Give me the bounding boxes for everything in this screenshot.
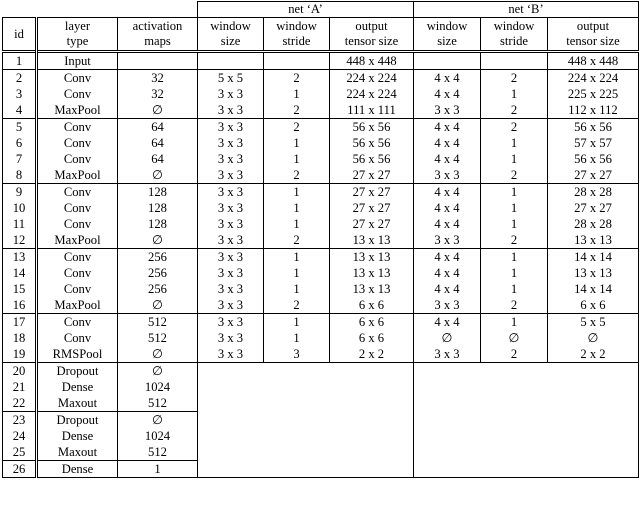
col-activation-maps-header: activation maps	[118, 18, 198, 52]
cell-b-window-stride: 2	[481, 102, 548, 119]
cell-a-output: 6 x 6	[330, 297, 414, 314]
cell-b-output: 14 x 14	[548, 249, 639, 266]
cell-id: 13	[3, 249, 37, 266]
cell-activation-maps: 64	[118, 135, 198, 151]
table-row	[3, 428, 639, 444]
table-row	[3, 379, 639, 395]
cell-b-output: 2 x 2	[548, 346, 639, 363]
cell-layer-type: Dropout	[37, 412, 118, 429]
cell-activation-maps: 512	[118, 314, 198, 331]
cell-a-window-size: 3 x 3	[198, 184, 264, 201]
cell-a-window-size: 3 x 3	[198, 297, 264, 314]
cell-layer-type: Conv	[37, 249, 118, 266]
cell-a-window-size: 3 x 3	[198, 216, 264, 232]
cell-id: 2	[3, 70, 37, 87]
cell-a-window-size: 3 x 3	[198, 102, 264, 119]
cell-layer-type: Conv	[37, 314, 118, 331]
cell-id: 11	[3, 216, 37, 232]
col-layer-type-header: layer type	[37, 18, 118, 52]
cell-layer-type: Input	[37, 52, 118, 70]
cell-b-window-size: 4 x 4	[414, 265, 481, 281]
cell-id: 25	[3, 444, 37, 461]
cell-a-window-size: 3 x 3	[198, 330, 264, 346]
cell-activation-maps: 128	[118, 216, 198, 232]
cell-layer-type: Conv	[37, 70, 118, 87]
cell-id: 16	[3, 297, 37, 314]
cell-a-window-size: 3 x 3	[198, 249, 264, 266]
table-row	[3, 395, 639, 412]
cell-layer-type: Dense	[37, 379, 118, 395]
table-row	[3, 265, 639, 281]
table-row	[3, 151, 639, 167]
cell-b-window-size: 3 x 3	[414, 102, 481, 119]
cell-b-window-size: 4 x 4	[414, 216, 481, 232]
col-id-header: id	[3, 18, 37, 52]
cell-b-output: 56 x 56	[548, 151, 639, 167]
cell-id: 23	[3, 412, 37, 429]
cell-b-output: 6 x 6	[548, 297, 639, 314]
cell-a-window-stride: 2	[264, 119, 330, 136]
cell-b-window-size: 4 x 4	[414, 119, 481, 136]
cell-b-output: 28 x 28	[548, 216, 639, 232]
cell-b-window-size: 4 x 4	[414, 249, 481, 266]
cell-activation-maps: 128	[118, 184, 198, 201]
cell-layer-type: Conv	[37, 135, 118, 151]
cell-b-output: 224 x 224	[548, 70, 639, 87]
cell-layer-type: Dropout	[37, 363, 118, 380]
cell-a-output: 13 x 13	[330, 281, 414, 297]
cell-activation-maps: ∅	[118, 167, 198, 184]
cell-b-window-stride: 1	[481, 314, 548, 331]
cell-a-output: 448 x 448	[330, 52, 414, 70]
cell-a-window-size: 3 x 3	[198, 281, 264, 297]
cell-activation-maps: ∅	[118, 297, 198, 314]
cell-a-window-size: 5 x 5	[198, 70, 264, 87]
cell-b-output: 225 x 225	[548, 86, 639, 102]
cell-a-output: 13 x 13	[330, 249, 414, 266]
cell-b-window-stride: 1	[481, 249, 548, 266]
table-row	[3, 412, 639, 429]
cell-a-window-stride: 1	[264, 330, 330, 346]
cell-activation-maps: 32	[118, 70, 198, 87]
cell-id: 14	[3, 265, 37, 281]
cell-id: 19	[3, 346, 37, 363]
cell-activation-maps: ∅	[118, 102, 198, 119]
cell-b-output: 5 x 5	[548, 314, 639, 331]
table-row	[3, 363, 639, 380]
cell-b-window-stride: 1	[481, 200, 548, 216]
cell-b-output: 56 x 56	[548, 119, 639, 136]
table-row	[3, 119, 639, 136]
cell-a-window-stride: 2	[264, 167, 330, 184]
cell-b-output: 13 x 13	[548, 232, 639, 249]
net-header-row	[3, 2, 639, 18]
table-row	[3, 135, 639, 151]
cell-b-window-size: 3 x 3	[414, 232, 481, 249]
cell-activation-maps: 512	[118, 395, 198, 412]
cell-a-window-size: 3 x 3	[198, 86, 264, 102]
cell-layer-type: Maxout	[37, 395, 118, 412]
cell-a-window-stride: 1	[264, 314, 330, 331]
cell-layer-type: MaxPool	[37, 102, 118, 119]
cell-b-window-size: 3 x 3	[414, 167, 481, 184]
cell-layer-type: Conv	[37, 216, 118, 232]
table-row	[3, 86, 639, 102]
cell-layer-type: Maxout	[37, 444, 118, 461]
column-header-row	[3, 18, 639, 52]
cell-a-output: 27 x 27	[330, 167, 414, 184]
table-body	[3, 52, 639, 478]
net-b-header: net ‘B’	[414, 2, 639, 18]
cell-a-output: 224 x 224	[330, 86, 414, 102]
cell-a-window-size: 3 x 3	[198, 200, 264, 216]
cell-a-window-stride: 1	[264, 265, 330, 281]
cell-a-window-stride: 1	[264, 184, 330, 201]
cell-b-window-stride: 1	[481, 265, 548, 281]
cell-layer-type: RMSPool	[37, 346, 118, 363]
cell-layer-type: Dense	[37, 428, 118, 444]
col-b-output-header: output tensor size	[548, 18, 639, 52]
cell-b-window-stride	[481, 52, 548, 70]
cell-a-window-stride: 1	[264, 249, 330, 266]
col-b-window-size-header: window size	[414, 18, 481, 52]
cell-id: 26	[3, 461, 37, 478]
cell-b-output: 57 x 57	[548, 135, 639, 151]
cell-a-output: 56 x 56	[330, 151, 414, 167]
cell-a-window-stride: 1	[264, 216, 330, 232]
cell-activation-maps: ∅	[118, 363, 198, 380]
cell-id: 1	[3, 52, 37, 70]
cell-layer-type: Conv	[37, 184, 118, 201]
cell-id: 3	[3, 86, 37, 102]
cell-b-output: 14 x 14	[548, 281, 639, 297]
table-row	[3, 444, 639, 461]
cell-a-window-size: 3 x 3	[198, 167, 264, 184]
cell-a-output: 13 x 13	[330, 265, 414, 281]
cell-activation-maps: 64	[118, 151, 198, 167]
cell-id: 7	[3, 151, 37, 167]
cell-id: 9	[3, 184, 37, 201]
col-a-window-stride-header: window stride	[264, 18, 330, 52]
cell-layer-type: Conv	[37, 281, 118, 297]
cell-b-output: 27 x 27	[548, 200, 639, 216]
cell-b-window-size: 4 x 4	[414, 151, 481, 167]
cell-layer-type: Dense	[37, 461, 118, 478]
cell-id: 4	[3, 102, 37, 119]
table-row	[3, 102, 639, 119]
cell-a-window-stride: 1	[264, 151, 330, 167]
cell-id: 22	[3, 395, 37, 412]
cell-b-window-size: 4 x 4	[414, 70, 481, 87]
cell-a-output: 6 x 6	[330, 330, 414, 346]
cell-a-output: 6 x 6	[330, 314, 414, 331]
cell-activation-maps: 256	[118, 265, 198, 281]
cell-b-window-stride: ∅	[481, 330, 548, 346]
cell-a-window-size: 3 x 3	[198, 232, 264, 249]
cell-id: 15	[3, 281, 37, 297]
table-row	[3, 461, 639, 478]
cell-id: 24	[3, 428, 37, 444]
table-row	[3, 52, 639, 70]
cell-b-output: ∅	[548, 330, 639, 346]
cell-b-window-stride: 1	[481, 184, 548, 201]
cell-id: 21	[3, 379, 37, 395]
cell-b-window-size	[414, 52, 481, 70]
cell-id: 6	[3, 135, 37, 151]
cell-layer-type: Conv	[37, 200, 118, 216]
cell-b-window-size: 4 x 4	[414, 86, 481, 102]
cell-id: 18	[3, 330, 37, 346]
table-row	[3, 249, 639, 266]
cell-a-window-stride: 3	[264, 346, 330, 363]
table-row	[3, 216, 639, 232]
cell-activation-maps: ∅	[118, 346, 198, 363]
cell-b-output: 448 x 448	[548, 52, 639, 70]
cell-id: 17	[3, 314, 37, 331]
cell-a-window-size: 3 x 3	[198, 265, 264, 281]
cell-activation-maps: ∅	[118, 412, 198, 429]
cell-b-window-size: 3 x 3	[414, 297, 481, 314]
cell-a-window-size	[198, 52, 264, 70]
cell-id: 5	[3, 119, 37, 136]
net-a-header: net ‘A’	[198, 2, 414, 18]
cell-id: 8	[3, 167, 37, 184]
cell-activation-maps: ∅	[118, 232, 198, 249]
table-row	[3, 70, 639, 87]
cell-b-window-size: 3 x 3	[414, 346, 481, 363]
cell-a-window-size: 3 x 3	[198, 151, 264, 167]
cell-b-window-stride: 1	[481, 151, 548, 167]
cell-b-window-size: 4 x 4	[414, 184, 481, 201]
cell-b-window-stride: 2	[481, 232, 548, 249]
cell-b-window-size: ∅	[414, 330, 481, 346]
cell-layer-type: Conv	[37, 119, 118, 136]
cell-a-window-size: 3 x 3	[198, 346, 264, 363]
col-a-output-header: output tensor size	[330, 18, 414, 52]
cell-a-output: 224 x 224	[330, 70, 414, 87]
cell-a-window-stride: 2	[264, 232, 330, 249]
cell-a-window-stride: 2	[264, 297, 330, 314]
cell-a-output: 111 x 111	[330, 102, 414, 119]
cell-id: 10	[3, 200, 37, 216]
cell-a-output: 27 x 27	[330, 200, 414, 216]
cell-b-window-stride: 1	[481, 86, 548, 102]
cell-b-output: 28 x 28	[548, 184, 639, 201]
cell-b-window-stride: 2	[481, 297, 548, 314]
cell-b-window-stride: 2	[481, 346, 548, 363]
cell-layer-type: MaxPool	[37, 232, 118, 249]
cell-layer-type: Conv	[37, 86, 118, 102]
cell-b-output: 27 x 27	[548, 167, 639, 184]
cell-a-window-stride: 2	[264, 70, 330, 87]
cell-layer-type: Conv	[37, 151, 118, 167]
cell-b-window-stride: 1	[481, 135, 548, 151]
table-row	[3, 232, 639, 249]
cell-a-window-size: 3 x 3	[198, 135, 264, 151]
cell-activation-maps	[118, 52, 198, 70]
table-row	[3, 281, 639, 297]
cell-a-window-stride: 1	[264, 135, 330, 151]
table-row	[3, 330, 639, 346]
cell-b-window-size: 4 x 4	[414, 135, 481, 151]
cell-a-output: 13 x 13	[330, 232, 414, 249]
cell-a-window-size: 3 x 3	[198, 314, 264, 331]
cell-a-window-stride: 1	[264, 281, 330, 297]
table-row	[3, 297, 639, 314]
col-a-window-size-header: window size	[198, 18, 264, 52]
cell-layer-type: MaxPool	[37, 297, 118, 314]
cell-b-output: 13 x 13	[548, 265, 639, 281]
cell-id: 20	[3, 363, 37, 380]
cell-a-output: 56 x 56	[330, 119, 414, 136]
cell-a-window-stride: 1	[264, 200, 330, 216]
col-b-window-stride-header: window stride	[481, 18, 548, 52]
cell-a-output: 56 x 56	[330, 135, 414, 151]
cell-activation-maps: 512	[118, 444, 198, 461]
cell-b-output: 112 x 112	[548, 102, 639, 119]
cell-activation-maps: 256	[118, 281, 198, 297]
cell-b-window-size: 4 x 4	[414, 314, 481, 331]
cell-activation-maps: 512	[118, 330, 198, 346]
cell-id: 12	[3, 232, 37, 249]
cell-b-window-stride: 2	[481, 70, 548, 87]
cell-b-window-stride: 2	[481, 119, 548, 136]
cell-activation-maps: 1024	[118, 379, 198, 395]
table-row	[3, 200, 639, 216]
cell-b-window-size: 4 x 4	[414, 200, 481, 216]
cell-a-window-stride: 2	[264, 102, 330, 119]
table-row	[3, 314, 639, 331]
cell-activation-maps: 1	[118, 461, 198, 478]
cell-layer-type: Conv	[37, 330, 118, 346]
cell-layer-type: MaxPool	[37, 167, 118, 184]
cell-activation-maps: 1024	[118, 428, 198, 444]
cell-a-output: 27 x 27	[330, 216, 414, 232]
cell-b-window-stride: 1	[481, 281, 548, 297]
cell-b-window-size: 4 x 4	[414, 281, 481, 297]
cell-a-window-stride: 1	[264, 86, 330, 102]
cell-activation-maps: 32	[118, 86, 198, 102]
cell-activation-maps: 128	[118, 200, 198, 216]
table-row	[3, 346, 639, 363]
cell-b-window-stride: 2	[481, 167, 548, 184]
architecture-table	[2, 1, 639, 478]
cell-a-window-size: 3 x 3	[198, 119, 264, 136]
cell-activation-maps: 64	[118, 119, 198, 136]
cell-a-window-stride	[264, 52, 330, 70]
cell-a-output: 2 x 2	[330, 346, 414, 363]
table-row	[3, 167, 639, 184]
cell-layer-type: Conv	[37, 265, 118, 281]
table-row	[3, 184, 639, 201]
cell-a-output: 27 x 27	[330, 184, 414, 201]
cell-b-window-stride: 1	[481, 216, 548, 232]
cell-activation-maps: 256	[118, 249, 198, 266]
